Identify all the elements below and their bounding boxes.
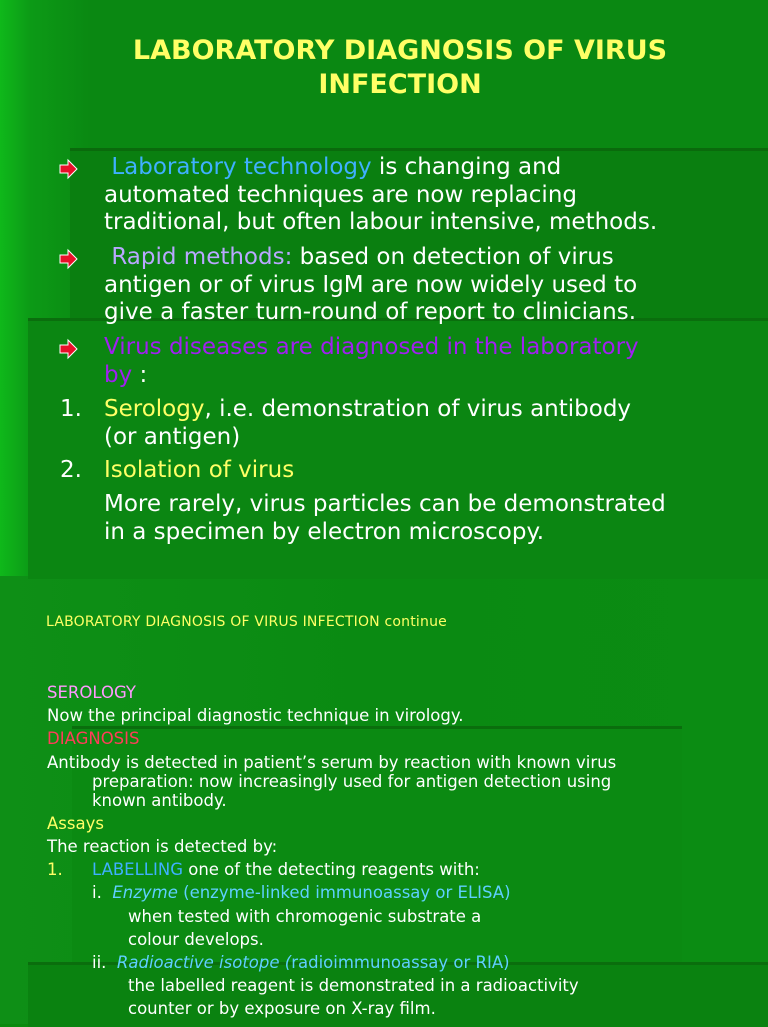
title-line: INFECTION xyxy=(318,69,482,100)
list-number: 2. xyxy=(60,457,82,483)
text-line: (enzyme-linked immunoassay or ELISA) xyxy=(177,883,511,902)
text-line: by xyxy=(104,361,133,388)
sub-item-enzyme xyxy=(92,883,511,902)
text-line: More rarely, virus particles can be demonstrated xyxy=(104,491,666,517)
text-line: known antibody. xyxy=(92,791,227,810)
title-line: LABORATORY DIAGNOSIS OF VIRUS xyxy=(132,35,668,66)
slide-2-heading: LABORATORY DIAGNOSIS OF VIRUS INFECTION continue xyxy=(46,614,447,630)
text-line: when tested with chromogenic substrate a xyxy=(128,907,482,926)
sub-item-radioactive xyxy=(92,953,510,972)
text-line: counter or by exposure on X-ray film. xyxy=(128,999,436,1018)
highlight-text: Radioactive isotope ( xyxy=(116,953,292,972)
section-label-assays: Assays xyxy=(47,814,104,833)
highlight-text: Serology xyxy=(104,396,205,422)
list-item-isolation xyxy=(104,457,744,485)
highlight-text: Laboratory technology xyxy=(111,154,372,180)
list-number: 1. xyxy=(47,860,63,879)
arrow-bullet-icon xyxy=(58,158,80,180)
text-line: Now the principal diagnostic technique in virology. xyxy=(47,706,464,725)
text-line: antigen or of virus IgM are now widely used to xyxy=(104,271,638,298)
text-line: The reaction is detected by: xyxy=(47,837,278,856)
list-item-labelling xyxy=(92,860,480,879)
highlight-text: Isolation of virus xyxy=(104,457,295,483)
text-line: is changing and xyxy=(371,154,562,180)
sub-marker: ii. xyxy=(92,953,107,972)
text-line: , i.e. demonstration of virus antibody xyxy=(204,396,632,422)
text-line: one of the detecting reagents with: xyxy=(182,860,480,879)
text-line: preparation: now increasingly used for antigen detection using xyxy=(92,772,612,791)
text-line: give a faster turn-round of report to clinicians. xyxy=(104,299,637,325)
text-line: the labelled reagent is demonstrated in a radioactivity xyxy=(128,976,579,995)
text-line: radioimmunoassay or RIA) xyxy=(291,953,510,972)
slide-title xyxy=(60,34,740,102)
text-line: automated techniques are now replacing xyxy=(104,181,577,208)
highlight-text: Enzyme xyxy=(112,883,178,902)
highlight-text: Rapid methods: xyxy=(111,244,293,270)
note-electron-microscopy xyxy=(104,491,744,546)
text-line: colour develops. xyxy=(128,930,264,949)
section-label-diagnosis: DIAGNOSIS xyxy=(47,729,140,748)
arrow-bullet-icon xyxy=(58,248,80,270)
text-line: Virus diseases are diagnosed in the laboratory xyxy=(104,334,639,360)
colon-text: : xyxy=(132,361,148,388)
sub-marker: i. xyxy=(92,883,102,902)
list-item-serology xyxy=(104,396,744,451)
bullet-item-rapid-methods xyxy=(104,244,744,327)
highlight-text: LABELLING xyxy=(92,860,183,879)
text-line: based on detection of virus xyxy=(292,244,614,270)
section-label-serology: SEROLOGY xyxy=(47,683,136,702)
text-line: traditional, but often labour intensive, methods. xyxy=(104,209,658,235)
text-line: in a specimen by electron microscopy. xyxy=(104,518,545,545)
text-line: Antibody is detected in patient’s serum by reaction with known virus xyxy=(47,753,617,772)
list-number: 1. xyxy=(60,396,82,422)
bullet-item-laboratory-technology xyxy=(104,154,744,237)
bullet-item-virus-diseases xyxy=(104,334,744,389)
arrow-bullet-icon xyxy=(58,338,80,360)
text-line: (or antigen) xyxy=(104,423,241,450)
